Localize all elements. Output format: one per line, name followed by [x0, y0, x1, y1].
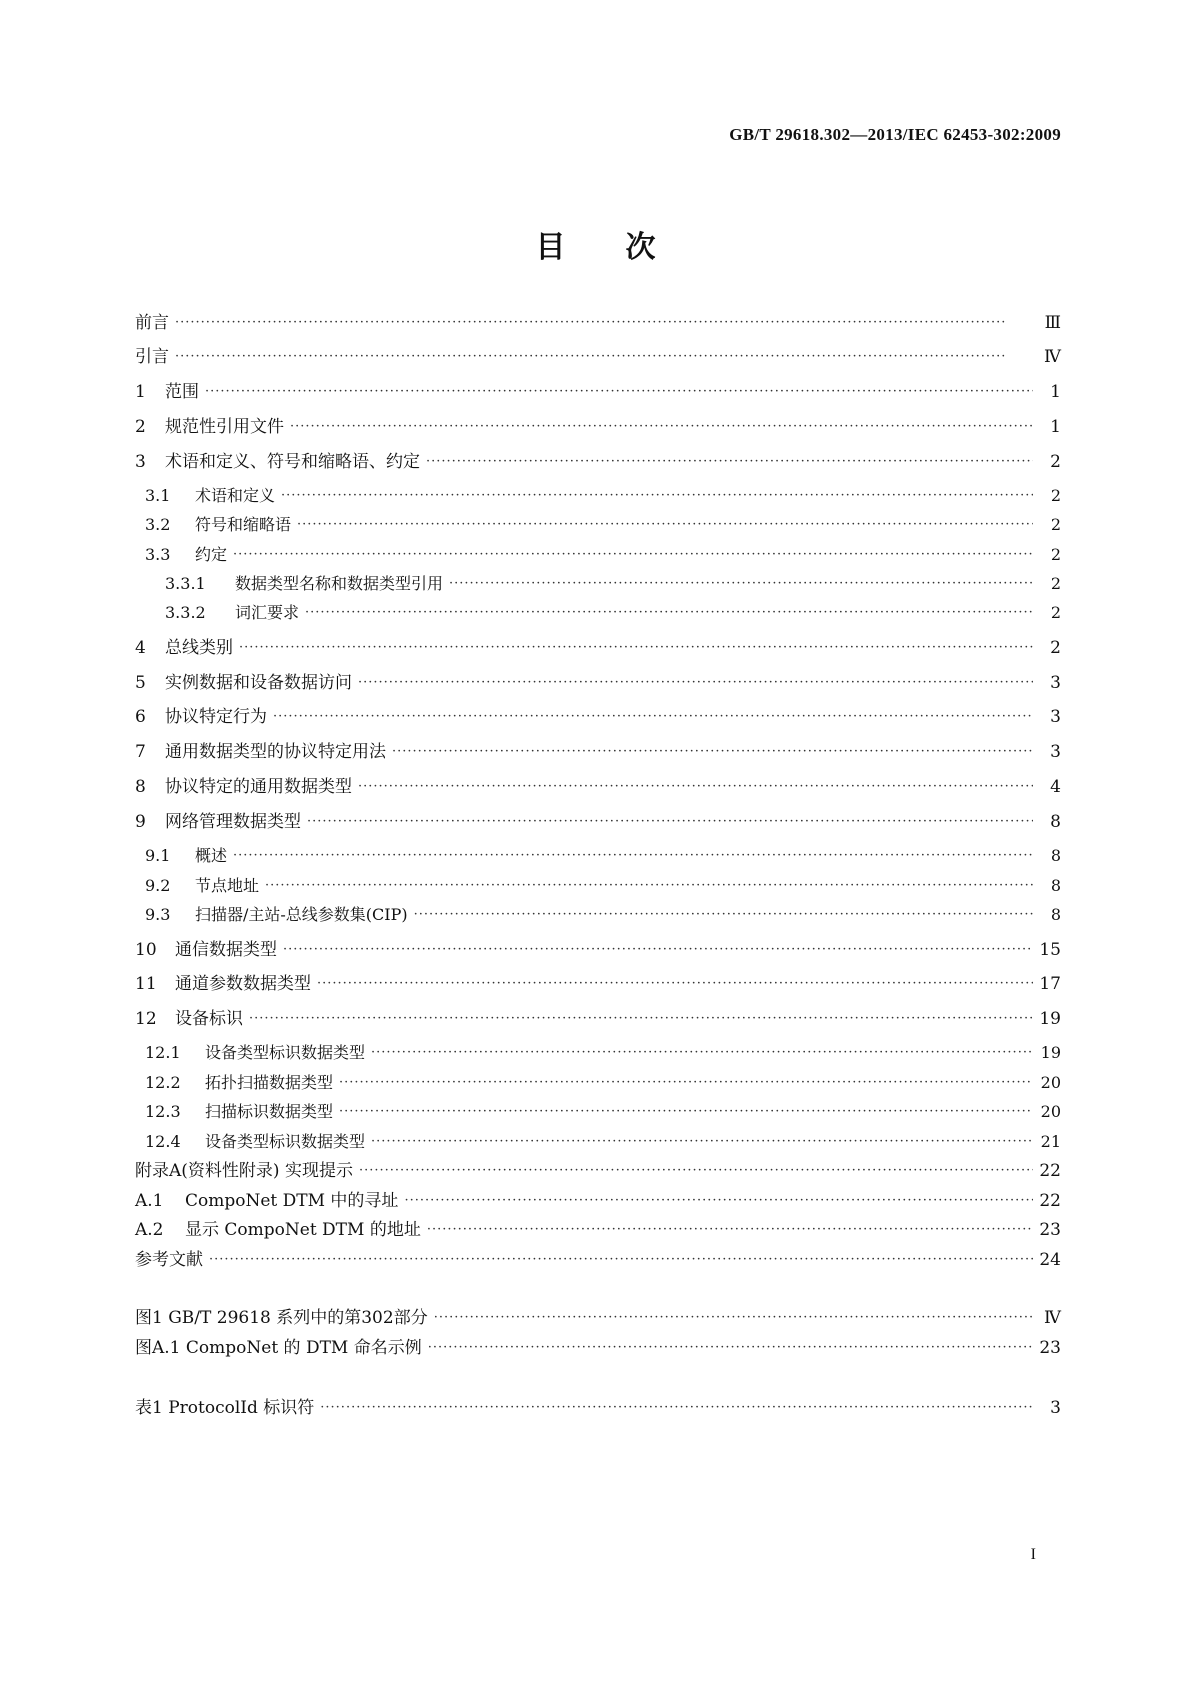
- toc-entry[interactable]: [135, 1186, 1061, 1216]
- toc-entry-label: 范围: [165, 382, 199, 402]
- toc-entry-number: 3.3.2: [165, 603, 206, 622]
- toc-entry-label: 扫描标识数据类型: [205, 1102, 334, 1121]
- toc-entry-page: 3: [1050, 742, 1061, 762]
- leader-dots: [281, 481, 1033, 511]
- toc-entry-page: 1: [1050, 417, 1061, 437]
- toc-entry-number: 1: [135, 382, 146, 402]
- toc-entry-number: 8: [135, 777, 146, 797]
- toc-entry-label: 词汇要求: [235, 603, 300, 622]
- toc-entry-label: 协议特定行为: [165, 707, 267, 727]
- leader-dots: [209, 1245, 1033, 1275]
- toc-entry-page: Ⅳ: [1044, 347, 1061, 367]
- toc-entry[interactable]: [135, 702, 1061, 732]
- toc-entry-page: 22: [1039, 1191, 1061, 1211]
- leader-dots: [371, 1127, 1033, 1157]
- toc-entry-number: 3.2: [145, 515, 171, 534]
- toc-entry-page: 17: [1039, 974, 1061, 994]
- leader-dots: [434, 1303, 1033, 1333]
- toc-entry-label: 协议特定的通用数据类型: [165, 777, 352, 797]
- leader-dots: [249, 1004, 1033, 1034]
- leader-dots: [428, 1333, 1033, 1363]
- toc-entry[interactable]: [135, 935, 1061, 965]
- toc-entry[interactable]: [135, 412, 1061, 442]
- toc-entry-page: 8: [1050, 846, 1061, 865]
- toc-entry-number: 12.4: [145, 1132, 181, 1151]
- toc-entry-number: 3.3: [145, 545, 171, 564]
- leader-dots: [283, 935, 1033, 965]
- leader-dots: [404, 1186, 1033, 1216]
- toc-entry-label: 概述: [195, 846, 228, 865]
- leader-dots: [290, 412, 1033, 442]
- toc-entry-page: 2: [1050, 574, 1061, 593]
- toc-entry-figure[interactable]: [135, 1303, 1061, 1333]
- toc-entry-label: CompoNet DTM 中的寻址: [185, 1191, 399, 1211]
- toc-entry[interactable]: [135, 377, 1061, 407]
- toc-entry-label: 图1 GB/T 29618 系列中的第302部分: [135, 1308, 428, 1328]
- toc-entry-page: 23: [1039, 1220, 1061, 1240]
- toc-entry-number: 6: [135, 707, 146, 727]
- toc-entry-number: 12.2: [145, 1073, 181, 1092]
- toc-entry-number: 2: [135, 417, 146, 437]
- toc-entry-page: 19: [1040, 1043, 1061, 1062]
- toc-entry-number: 10: [135, 940, 157, 960]
- toc-entry-label: 图A.1 CompoNet 的 DTM 命名示例: [135, 1338, 422, 1358]
- toc-entry-page: 19: [1039, 1009, 1061, 1029]
- toc-entry[interactable]: [165, 569, 1061, 599]
- toc-entry[interactable]: [145, 841, 1061, 871]
- toc-entry-page: 8: [1050, 905, 1061, 924]
- toc-entry-page: 4: [1050, 777, 1061, 797]
- toc-entry[interactable]: [145, 481, 1061, 511]
- toc-entry-label: 通信数据类型: [175, 940, 277, 960]
- toc-entry-label: 附录A(资料性附录) 实现提示: [135, 1161, 353, 1181]
- toc-entry-page: 3: [1050, 707, 1061, 727]
- leader-dots: [358, 772, 1033, 802]
- toc-entry-number: 11: [135, 974, 157, 994]
- leader-dots: [239, 633, 1033, 663]
- leader-dots: [320, 1393, 1033, 1423]
- leader-dots: [427, 1215, 1033, 1245]
- leader-dots: [175, 342, 1033, 372]
- leader-dots: [205, 377, 1033, 407]
- toc-entry-label: 术语和定义、符号和缩略语、约定: [165, 452, 420, 472]
- leader-dots: [426, 447, 1033, 477]
- toc-entry-number: 9.1: [145, 846, 171, 865]
- toc-entry-number: 7: [135, 742, 146, 762]
- toc-entry[interactable]: [135, 772, 1061, 802]
- toc-entry[interactable]: [135, 807, 1061, 837]
- toc-entry-label: 规范性引用文件: [165, 417, 284, 437]
- leader-dots: [392, 737, 1033, 767]
- toc-entry-label: 通道参数数据类型: [175, 974, 311, 994]
- toc-entry-label: 节点地址: [195, 876, 260, 895]
- toc-entry-label: 表1 ProtocolId 标识符: [135, 1398, 315, 1418]
- toc-entry-introduction[interactable]: [135, 342, 1061, 372]
- toc-entry-label: 术语和定义: [195, 486, 276, 505]
- toc-entry-page: Ⅲ: [1044, 313, 1061, 333]
- leader-dots: [273, 702, 1033, 732]
- toc-entry-foreword[interactable]: [135, 308, 1061, 338]
- leader-dots: [265, 871, 1033, 901]
- toc-entry-number: 3.1: [145, 486, 171, 505]
- toc-entry-page: 15: [1039, 940, 1061, 960]
- toc-entry[interactable]: [135, 737, 1061, 767]
- toc-entry-table[interactable]: [135, 1393, 1061, 1423]
- toc-entry-page: 3: [1050, 1398, 1061, 1418]
- toc-entry-page: 2: [1050, 545, 1061, 564]
- toc-entry-number: 9: [135, 812, 146, 832]
- toc-entry-page: 2: [1050, 638, 1061, 658]
- toc-entry[interactable]: [145, 1068, 1061, 1098]
- toc-entry[interactable]: [135, 668, 1061, 698]
- toc-entry-page: 24: [1039, 1250, 1061, 1270]
- leader-dots: [233, 540, 1033, 570]
- leader-dots: [317, 969, 1033, 999]
- page-number: I: [1030, 1546, 1036, 1563]
- leader-dots: [175, 308, 1033, 338]
- toc-entry-label: 参考文献: [135, 1250, 203, 1270]
- toc-entry-number: 9.2: [145, 876, 171, 895]
- toc-entry-page: 21: [1040, 1132, 1061, 1151]
- toc-entry-label: 设备标识: [175, 1009, 243, 1029]
- toc-entry-page: 22: [1039, 1161, 1061, 1181]
- leader-dots: [414, 900, 1033, 930]
- toc-entry-number: 12: [135, 1009, 157, 1029]
- toc-entry-label: 网络管理数据类型: [165, 812, 301, 832]
- toc-entry-number: 12.3: [145, 1102, 181, 1121]
- toc-entry-label: 符号和缩略语: [195, 515, 292, 534]
- toc-entry-label: 显示 CompoNet DTM 的地址: [185, 1220, 421, 1240]
- toc-entry[interactable]: [135, 1215, 1061, 1245]
- toc-entry-page: 23: [1039, 1338, 1061, 1358]
- leader-dots: [358, 668, 1033, 698]
- leader-dots: [359, 1156, 1033, 1186]
- leader-dots: [339, 1068, 1033, 1098]
- toc-entry[interactable]: [145, 1127, 1061, 1157]
- toc-entry[interactable]: [145, 1038, 1061, 1068]
- toc-entry[interactable]: [145, 1097, 1061, 1127]
- toc-entry-label: 通用数据类型的协议特定用法: [165, 742, 386, 762]
- toc-entry-number: 9.3: [145, 905, 171, 924]
- toc-entry[interactable]: [145, 900, 1061, 930]
- toc-entry-number: 12.1: [145, 1043, 181, 1062]
- toc-entry-page: 3: [1050, 673, 1061, 693]
- toc-entry[interactable]: [135, 969, 1061, 999]
- toc-entry[interactable]: [145, 871, 1061, 901]
- toc-entry-label: 扫描器/主站-总线参数集(CIP): [195, 905, 408, 924]
- toc-entry-page: 1: [1050, 382, 1061, 402]
- toc-entry[interactable]: [135, 1004, 1061, 1034]
- toc-entry[interactable]: [135, 447, 1061, 477]
- toc-entry[interactable]: [135, 633, 1061, 663]
- toc-entry-page: 8: [1050, 812, 1061, 832]
- leader-dots: [449, 569, 1033, 599]
- toc-entry-number: 4: [135, 638, 146, 658]
- leader-dots: [339, 1097, 1033, 1127]
- toc-entry-number: A.2: [135, 1220, 164, 1240]
- toc-entry-label: 实例数据和设备数据访问: [165, 673, 352, 693]
- toc-entry-label: 数据类型名称和数据类型引用: [235, 574, 444, 593]
- toc-entry[interactable]: [165, 598, 1061, 628]
- toc-entry-page: 20: [1040, 1102, 1061, 1121]
- toc-entry-page: 2: [1050, 452, 1061, 472]
- toc-entry-page: 2: [1050, 603, 1061, 622]
- toc-entry-label: 约定: [195, 545, 228, 564]
- toc-entry-page: 20: [1040, 1073, 1061, 1092]
- leader-dots: [371, 1038, 1033, 1068]
- leader-dots: [305, 598, 1033, 628]
- toc-entry[interactable]: [145, 510, 1061, 540]
- document-code-header: GB/T 29618.302—2013/IEC 62453-302:2009: [729, 125, 1061, 144]
- toc-entry-page: 8: [1050, 876, 1061, 895]
- toc-entry-number: A.1: [135, 1191, 164, 1211]
- toc-entry-number: 5: [135, 673, 146, 693]
- toc-entry-number: 3: [135, 452, 146, 472]
- toc-entry-label: 设备类型标识数据类型: [205, 1132, 366, 1151]
- toc-entry-bibliography[interactable]: [135, 1245, 1061, 1275]
- toc-entry[interactable]: [145, 540, 1061, 570]
- toc-entry-number: 3.3.1: [165, 574, 206, 593]
- toc-entry-page: 2: [1050, 486, 1061, 505]
- page-title: 目次: [535, 230, 716, 265]
- toc-entry-label: 前言: [135, 313, 169, 333]
- leader-dots: [307, 807, 1033, 837]
- toc-entry-annex-a[interactable]: [135, 1156, 1061, 1186]
- leader-dots: [297, 510, 1033, 540]
- toc-entry-label: 拓扑扫描数据类型: [205, 1073, 334, 1092]
- leader-dots: [233, 841, 1033, 871]
- toc-entry-label: 总线类别: [165, 638, 233, 658]
- toc-entry-label: 设备类型标识数据类型: [205, 1043, 366, 1062]
- toc-entry-label: 引言: [135, 347, 169, 367]
- toc-entry-page: 2: [1050, 515, 1061, 534]
- toc-entry-figure[interactable]: [135, 1333, 1061, 1363]
- toc-entry-page: Ⅳ: [1044, 1308, 1061, 1328]
